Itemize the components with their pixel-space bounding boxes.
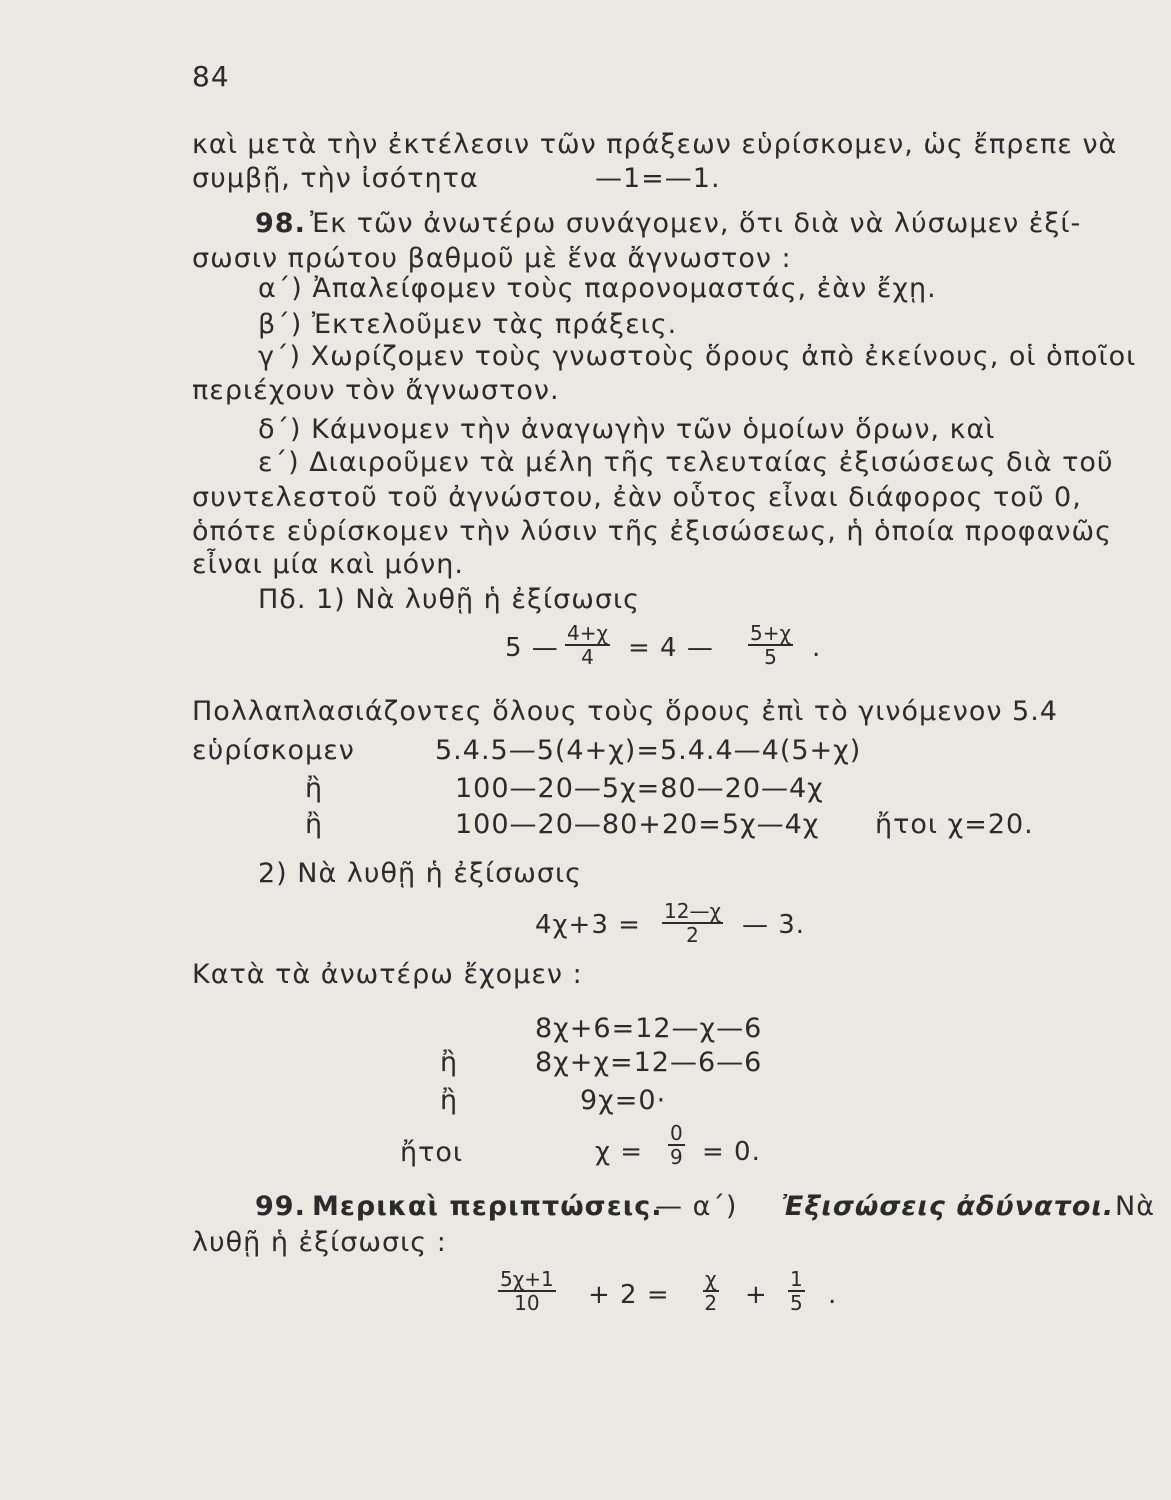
- work-lead: ἢ: [305, 773, 324, 804]
- eq-term: 4χ+3 =: [535, 910, 641, 940]
- eq-term: — 3.: [742, 910, 806, 940]
- text-line: συμβῇ, τὴν ἰσότητα: [192, 163, 479, 194]
- eq-term: +: [745, 1280, 768, 1310]
- section-title: Μερικαὶ περιπτώσεις.: [312, 1191, 663, 1222]
- step-alpha: α΄) Ἀπαλείφομεν τοὺς παρονομαστάς, ἐὰν ἔχῃ.: [258, 273, 937, 304]
- numerator: χ: [705, 1267, 717, 1291]
- fraction: [662, 900, 723, 946]
- text-line: περιέχουν τὸν ἄγνωστον.: [192, 375, 560, 406]
- work-lead: ἢ: [440, 1047, 459, 1078]
- text-line: συντελεστοῦ τοῦ ἀγνώστου, ἐὰν οὗτος εἶναι διάφορος τοῦ 0,: [192, 482, 1082, 513]
- numerator: 5χ+1: [500, 1267, 554, 1291]
- denominator: 2: [686, 923, 699, 947]
- text-line: — α΄): [655, 1191, 738, 1222]
- eq-term: 5 —: [505, 633, 559, 663]
- denominator: 2: [704, 1291, 718, 1315]
- numerator: 0: [670, 1121, 683, 1145]
- denominator: 10: [514, 1291, 540, 1315]
- work-line: 5.4.5—5(4+χ)=5.4.4—4(5+χ): [435, 735, 862, 766]
- fraction: [565, 622, 610, 668]
- text-line: Πολλαπλασιάζοντες ὅλους τοὺς ὅρους ἐπὶ τὸ γινόμενον 5.4: [192, 696, 1058, 727]
- subsection-title: Ἐξισώσεις ἀδύνατοι.: [782, 1191, 1115, 1222]
- numerator: 5+χ: [750, 621, 792, 645]
- step-beta: β΄) Ἐκτελοῦμεν τὰς πράξεις.: [258, 309, 678, 340]
- numerator: 4+χ: [567, 621, 609, 645]
- denominator: 5: [764, 645, 777, 669]
- eq-term: .: [812, 633, 822, 663]
- denominator: 4: [581, 645, 594, 669]
- work-result: ἤτοι χ=20.: [875, 809, 1034, 840]
- eq-term: = 4 —: [628, 633, 714, 663]
- eq-term: χ =: [595, 1137, 644, 1167]
- fraction: [748, 622, 793, 668]
- eq-term: = 0.: [702, 1137, 761, 1167]
- text-line: Κατὰ τὰ ἀνωτέρω ἔχομεν :: [192, 959, 583, 990]
- work-line: 9χ=0·: [580, 1085, 667, 1116]
- work-line: 8χ+6=12—χ—6: [535, 1013, 763, 1044]
- text-line: εὑρίσκομεν: [192, 735, 355, 766]
- numerator: 1: [790, 1267, 803, 1291]
- text-line: σωσιν πρώτου βαθμοῦ μὲ ἕνα ἄγνωστον :: [192, 243, 792, 274]
- work-line: 100—20—80+20=5χ—4χ: [455, 809, 820, 840]
- work-line: 8χ+χ=12—6—6: [535, 1047, 763, 1078]
- step-epsilon: ε΄) Διαιροῦμεν τὰ μέλη τῆς τελευταίας ἐξισώσεως διὰ τοῦ: [258, 447, 1114, 478]
- denominator: 9: [670, 1145, 683, 1169]
- example-2-heading: 2) Νὰ λυθῇ ἡ ἐξίσωσις: [258, 858, 582, 889]
- equality: —1=—1.: [595, 163, 721, 194]
- work-lead: ἤτοι: [400, 1137, 464, 1168]
- example-1-heading: Πδ. 1) Νὰ λυθῇ ἡ ἐξίσωσις: [258, 584, 640, 615]
- work-lead: ἢ: [440, 1085, 459, 1116]
- text-line: καὶ μετὰ τὴν ἐκτέλεσιν τῶν πράξεων εὑρίσκομεν, ὡς ἔπρεπε νὰ: [192, 129, 1118, 160]
- page-number: 84: [192, 60, 230, 93]
- fraction: [668, 1122, 685, 1168]
- text-line: ὁπότε εὑρίσκομεν τὴν λύσιν τῆς ἐξισώσεως, ἡ ὁποία προφανῶς: [192, 516, 1112, 547]
- section-number: 98.: [255, 208, 306, 239]
- fraction: [498, 1268, 556, 1314]
- denominator: 5: [790, 1291, 803, 1315]
- text-line: λυθῇ ἡ ἐξίσωσις :: [192, 1227, 447, 1258]
- section-number: 99.: [255, 1191, 306, 1222]
- text-line: Νὰ: [1115, 1191, 1155, 1222]
- text-line: εἶναι μία καὶ μόνη.: [192, 549, 464, 580]
- step-delta: δ΄) Κάμνομεν τὴν ἀναγωγὴν τῶν ὁμοίων ὅρων, καὶ: [258, 414, 996, 445]
- work-lead: ἢ: [305, 809, 324, 840]
- work-line: 100—20—5χ=80—20—4χ: [455, 773, 824, 804]
- step-gamma: γ΄) Χωρίζομεν τοὺς γνωστοὺς ὅρους ἀπὸ ἐκείνους, οἱ ὁποῖοι: [258, 341, 1137, 372]
- eq-term: .: [828, 1280, 838, 1310]
- text-line: Ἐκ τῶν ἀνωτέρω συνάγομεν, ὅτι διὰ νὰ λύσωμεν ἐξί-: [310, 208, 1082, 239]
- eq-term: + 2 =: [588, 1280, 670, 1310]
- numerator: 12—χ: [664, 899, 722, 923]
- fraction: [703, 1268, 719, 1314]
- fraction: [788, 1268, 805, 1314]
